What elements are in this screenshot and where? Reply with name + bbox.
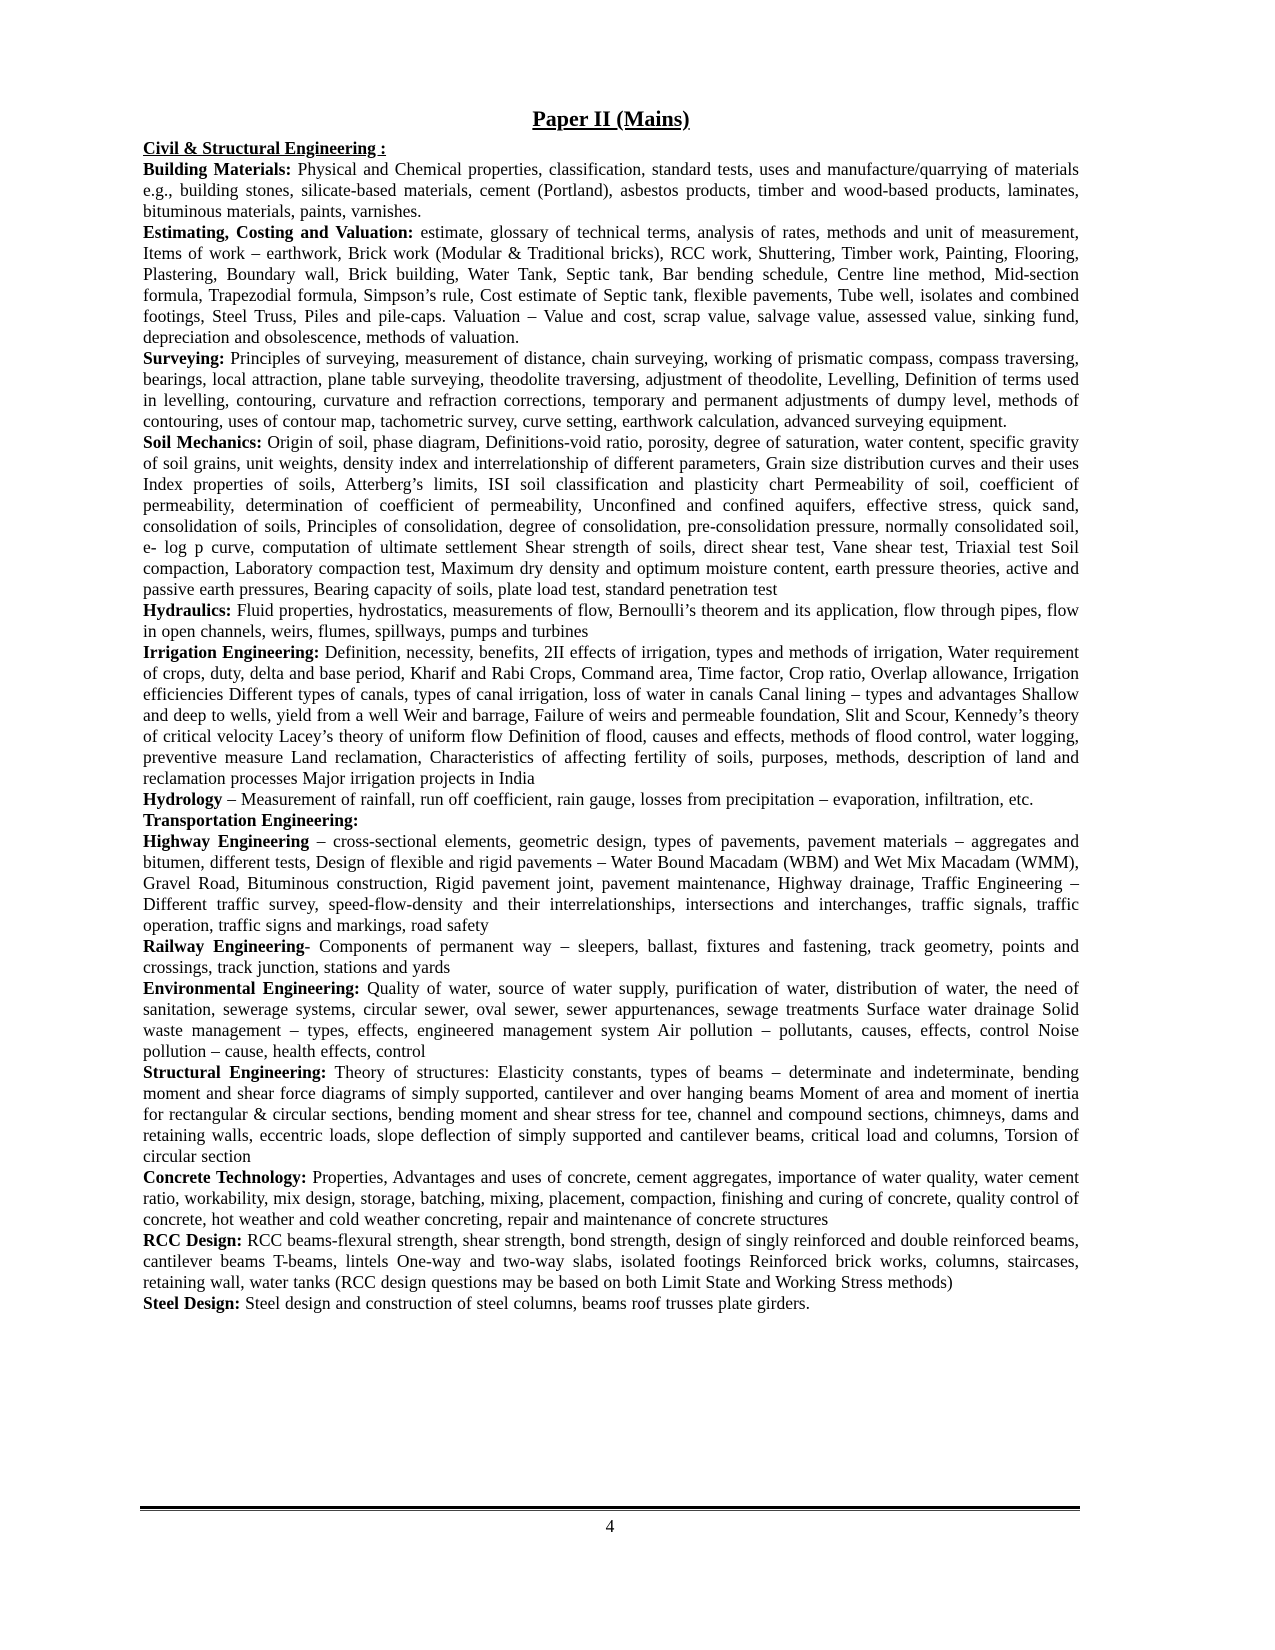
paragraph-body: Steel design and construction of steel columns, beams roof trusses plate girders. xyxy=(240,1293,810,1313)
paragraph-body: Fluid properties, hydrostatics, measurements of flow, Bernoulli’s theorem and its application, flow through pipes, flow in open channels, weirs, flumes, spillways, pumps and turbines xyxy=(143,600,1079,641)
document-page xyxy=(143,106,1079,1314)
paragraph-lead: Environmental Engineering: xyxy=(143,978,360,998)
paragraph-body: - Components of permanent way – sleepers, ballast, fixtures and fastening, track geometry, points and crossings, track junction, stations and yards xyxy=(143,936,1079,977)
paragraph-body: Definition, necessity, benefits, 2II effects of irrigation, types and methods of irrigation, Water requirement of crops, duty, delta and base period, Kharif and Rabi Crops, Command area, Time factor, Crop ratio, Overlap allowance, Irrigation efficiencies Different types of canals, types of canal irrigation, loss of water in canals Canal lining – types and advantages Shallow and deep to wells, yield from a well Weir and barrage, Failure of weirs and permeable foundation, Slit and Scour, Kennedy’s theory of critical velocity Lacey’s theory of uniform flow Definition of flood, causes and effects, methods of flood control, water logging, preventive measure Land reclamation, Characteristics of affecting fertility of soils, purposes, methods, description of land and reclamation processes Major irrigation projects in India xyxy=(143,642,1079,788)
paragraph-lead: Hydraulics: xyxy=(143,600,232,620)
syllabus-paragraph xyxy=(143,159,1079,222)
page-title: Paper II (Mains) xyxy=(532,106,690,131)
syllabus-paragraph xyxy=(143,348,1079,432)
paragraph-body: Theory of structures: Elasticity constants, types of beams – determinate and indeterminate, bending moment and shear force diagrams of simply supported, cantilever and over hanging beams Moment of area and moment of inertia for rectangular & circular sections, bending moment and shear stress for tee, channel and compound sections, chimneys, dams and retaining walls, eccentric loads, slope deflection of simply supported and cantilever beams, critical load and columns, Torsion of circular section xyxy=(143,1062,1079,1166)
paragraph-body: estimate, glossary of technical terms, analysis of rates, methods and unit of measurement, Items of work – earthwork, Brick work (Modular & Traditional bricks), RCC work, Shuttering, Timber work, Painting, Flooring, Plastering, Boundary wall, Brick building, Water Tank, Septic tank, Bar bending schedule, Centre line method, Mid-section formula, Trapezodial formula, Simpson’s rule, Cost estimate of Septic tank, flexible pavements, Tube well, isolates and combined footings, Steel Truss, Piles and pile-caps. Valuation – Value and cost, scrap value, salvage value, assessed value, sinking fund, depreciation and obsolescence, methods of valuation. xyxy=(143,222,1079,347)
paragraph-body: Properties, Advantages and uses of concrete, cement aggregates, importance of water quality, water cement ratio, workability, mix design, storage, batching, mixing, placement, compaction, finishing and curing of concrete, quality control of concrete, hot weather and cold weather concreting, repair and maintenance of concrete structures xyxy=(143,1167,1079,1229)
syllabus-paragraph xyxy=(143,1293,1079,1314)
footer-divider xyxy=(140,1506,1080,1511)
syllabus-paragraph xyxy=(143,978,1079,1062)
paragraph-lead: Estimating, Costing and Valuation: xyxy=(143,222,414,242)
syllabus-paragraph xyxy=(143,1230,1079,1293)
paragraph-lead: Highway Engineering xyxy=(143,831,310,851)
paragraph-lead: Concrete Technology: xyxy=(143,1167,307,1187)
paragraph-lead: Railway Engineering xyxy=(143,936,305,956)
paragraph-lead: Irrigation Engineering: xyxy=(143,642,320,662)
syllabus-paragraph xyxy=(143,642,1079,789)
paragraph-body: RCC beams-flexural strength, shear strength, bond strength, design of singly reinforced and double reinforced beams, cantilever beams T-beams, lintels One-way and two-way slabs, isolated footings Reinforced brick works, columns, staircases, retaining wall, water tanks (RCC design questions may be based on both Limit State and Working Stress methods) xyxy=(143,1230,1079,1292)
paragraph-body: Physical and Chemical properties, classification, standard tests, uses and manufacture/quarrying of materials e.g., building stones, silicate-based materials, cement (Portland), asbestos products, timber and wood-based products, laminates, bituminous materials, paints, varnishes. xyxy=(143,159,1079,221)
paragraph-body: – cross-sectional elements, geometric design, types of pavements, pavement materials – aggregates and bitumen, different tests, Design of flexible and rigid pavements – Water Bound Macadam (WBM) and Wet Mix Macadam (WMM), Gravel Road, Bituminous construction, Rigid pavement joint, pavement maintenance, Highway drainage, Traffic Engineering – Different traffic survey, speed-flow-density and their interrelationships, intersections and interchanges, traffic signals, traffic operation, traffic signs and markings, road safety xyxy=(143,831,1079,935)
paragraph-lead: RCC Design: xyxy=(143,1230,243,1250)
paragraph-body: Quality of water, source of water supply, purification of water, distribution of water, the need of sanitation, sewerage systems, circular sewer, oval sewer, sewer appurtenances, sewage treatments Surface water drainage Solid waste management – types, effects, engineered management system Air pollution – pollutants, causes, effects, control Noise pollution – cause, health effects, control xyxy=(143,978,1080,1061)
syllabus-paragraph xyxy=(143,831,1079,936)
paragraph-lead: Steel Design: xyxy=(143,1293,241,1313)
syllabus-paragraph xyxy=(143,600,1079,642)
syllabus-paragraph xyxy=(143,936,1079,978)
syllabus-paragraph xyxy=(143,1062,1079,1167)
paragraph-lead: Structural Engineering: xyxy=(143,1062,327,1082)
paragraphs xyxy=(143,159,1079,1314)
paragraph-lead: Soil Mechanics: xyxy=(143,432,263,452)
syllabus-paragraph xyxy=(143,789,1079,810)
syllabus-paragraph xyxy=(143,432,1079,600)
paragraph-lead: Surveying: xyxy=(143,348,225,368)
paragraph-lead: Building Materials: xyxy=(143,159,292,179)
paragraph-body: Principles of surveying, measurement of distance, chain surveying, working of prismatic compass, compass traversing, bearings, local attraction, plane table surveying, theodolite traversing, adjustment of theodolite, Levelling, Definition of terms used in levelling, contouring, curvature and refraction corrections, temporary and permanent adjustments of dumpy level, methods of contouring, uses of contour map, tachometric survey, curve setting, earthwork calculation, advanced surveying equipment. xyxy=(143,348,1079,431)
page-number: 4 xyxy=(605,1516,615,1536)
paragraph-lead: Hydrology xyxy=(143,789,223,809)
paragraph-body: – Measurement of rainfall, run off coefficient, rain gauge, losses from precipitation – evaporation, infiltration, etc. xyxy=(222,789,1034,809)
section-heading: Civil & Structural Engineering : xyxy=(143,138,387,158)
paragraph-body: Origin of soil, phase diagram, Definitions-void ratio, porosity, degree of saturation, water content, specific gravity of soil grains, unit weights, density index and interrelationship of different parameters, Grain size distribution curves and their uses Index properties of soils, Atterberg’s limits, ISI soil classification and plasticity chart Permeability of soil, coefficient of permeability, determination of coefficient of permeability, Unconfined and confined aquifers, effective stress, quick sand, consolidation of soils, Principles of consolidation, degree of consolidation, pre-consolidation pressure, normally consolidated soil, e- log p curve, computation of ultimate settlement Shear strength of soils, direct shear test, Vane shear test, Triaxial test Soil compaction, Laboratory compaction test, Maximum dry density and optimum moisture content, earth pressure theories, active and passive earth pressures, Bearing capacity of soils, plate load test, standard penetration test xyxy=(143,432,1079,599)
syllabus-paragraph xyxy=(143,222,1079,348)
paragraph-lead: Transportation Engineering: xyxy=(143,810,359,830)
syllabus-paragraph xyxy=(143,810,1079,831)
syllabus-paragraph xyxy=(143,1167,1079,1230)
